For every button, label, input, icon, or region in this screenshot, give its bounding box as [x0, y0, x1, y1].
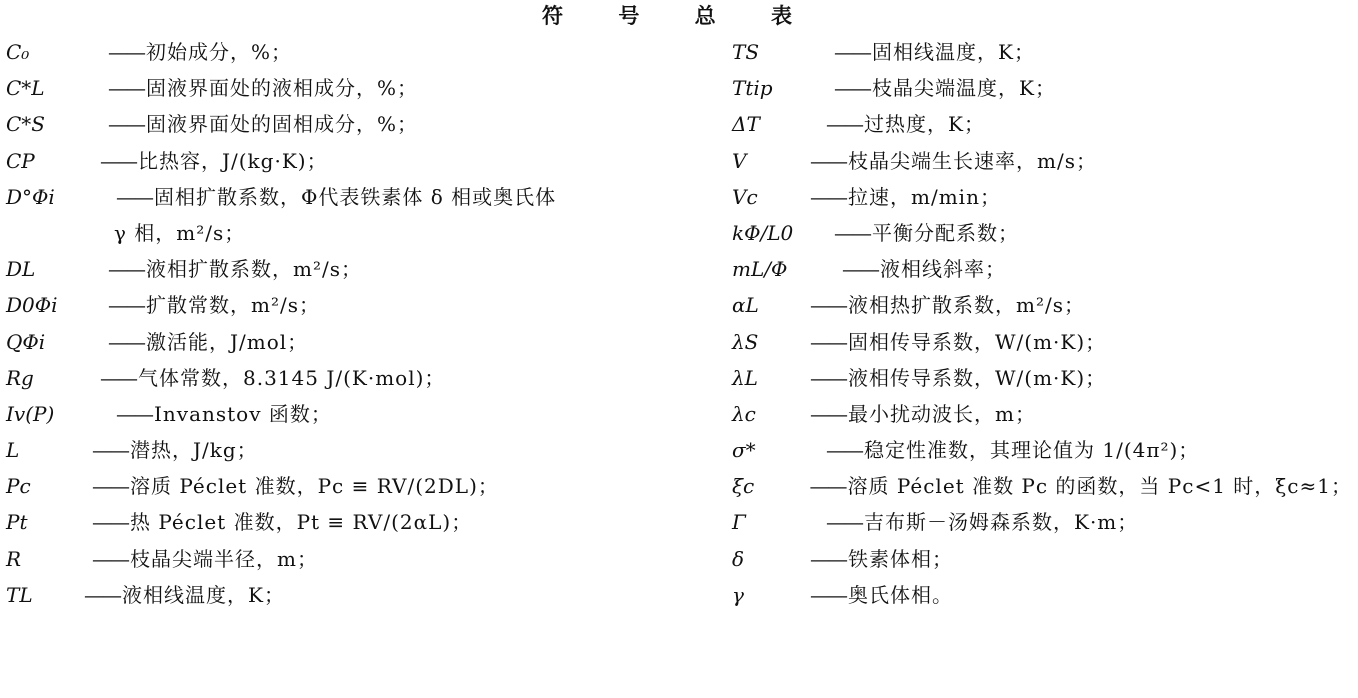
dash-separator: ——: [834, 40, 870, 64]
definition: 稳定性准数，其理论值为 1/(4π²)；: [864, 438, 1200, 463]
symbol: Vc: [732, 184, 758, 209]
symbol: D0Φi: [6, 293, 58, 318]
list-item: [732, 251, 1352, 287]
symbol: Pt: [6, 510, 28, 535]
dash-separator: ——: [116, 401, 152, 426]
dash-separator: ——: [92, 474, 128, 499]
symbol: C₀: [6, 40, 30, 64]
dash-separator: ——: [834, 76, 870, 101]
list-item: [732, 106, 1352, 142]
symbol: λc: [732, 401, 756, 426]
symbol: C*S: [6, 112, 46, 137]
definition: 热 Péclet 准数，Pt ≡ RV/(2αL)；: [130, 510, 473, 535]
dash-separator: ——: [809, 474, 846, 499]
symbol: TL: [6, 582, 33, 607]
list-item: [732, 324, 1352, 360]
dash-separator: ——: [116, 184, 152, 209]
dash-separator: ——: [92, 510, 128, 535]
dash-separator: ——: [108, 112, 144, 137]
list-item: [732, 432, 1352, 468]
list-item: [6, 432, 706, 468]
list-item: [732, 468, 1352, 504]
list-item: [6, 106, 706, 142]
symbol: ξc: [732, 474, 755, 499]
symbol: αL: [732, 293, 759, 318]
list-item: [732, 34, 1352, 70]
symbol: D°Φi: [6, 184, 55, 209]
definition: 固相线温度，K；: [872, 40, 1035, 64]
dash-separator: ——: [810, 365, 846, 390]
list-item: [732, 360, 1352, 396]
definition: 奥氏体相。: [848, 582, 953, 607]
dash-separator: ——: [810, 184, 846, 209]
dash-separator: ——: [108, 76, 144, 101]
dash-separator: ——: [810, 148, 846, 173]
definition: γ 相，m²/s；: [114, 220, 246, 245]
definition: 过热度，K；: [864, 112, 985, 137]
list-item: [6, 324, 706, 360]
symbol: λS: [732, 329, 759, 354]
symbol: V: [732, 148, 747, 173]
symbol: Iv(P): [6, 401, 55, 426]
symbol: QΦi: [6, 329, 46, 354]
definition: 扩散常数，m²/s；: [146, 293, 320, 318]
list-item: [6, 34, 706, 70]
definition: 枝晶尖端生长速率，m/s；: [848, 148, 1097, 173]
list-item: [732, 541, 1352, 577]
symbol: mL/Φ: [732, 257, 788, 282]
symbol: λL: [732, 365, 758, 390]
list-item: [732, 179, 1352, 215]
list-item: [732, 287, 1352, 323]
definition: 液相线温度，K；: [122, 582, 285, 607]
definition: 固相传导系数，W/(m·K)；: [848, 329, 1107, 354]
list-item: [732, 396, 1352, 432]
definition: 固相扩散系数，Φ代表铁素体 δ 相或奥氏体: [154, 184, 557, 209]
dash-separator: ——: [826, 438, 862, 463]
symbol: Ttip: [732, 76, 773, 101]
list-item: [6, 396, 706, 432]
list-item: [6, 577, 706, 613]
definition: 最小扰动波长，m；: [848, 401, 1036, 426]
definition: 液相传导系数，W/(m·K)；: [848, 365, 1107, 390]
symbol: TS: [732, 40, 760, 64]
definition: 液相线斜率；: [880, 257, 1006, 282]
symbol: C*L: [6, 76, 45, 101]
definition: 固液界面处的液相成分，%；: [146, 76, 419, 101]
dash-separator: ——: [108, 257, 144, 282]
dash-separator: ——: [108, 293, 144, 318]
dash-separator: ——: [810, 582, 846, 607]
symbol: δ: [732, 546, 745, 571]
definition: 枝晶尖端温度，K；: [872, 76, 1056, 101]
dash-separator: ——: [842, 257, 878, 282]
symbol: σ*: [732, 438, 756, 463]
list-item: [6, 541, 706, 577]
definition: 固液界面处的固相成分，%；: [146, 112, 419, 137]
definition: 气体常数，8.3145 J/(K·mol)；: [138, 365, 446, 390]
list-item: [6, 504, 706, 540]
dash-separator: ——: [92, 546, 128, 571]
definition: 拉速，m/min；: [848, 184, 1001, 209]
symbol: Γ: [732, 510, 746, 535]
definition: 液相热扩散系数，m²/s；: [848, 293, 1085, 318]
list-item: [732, 504, 1352, 540]
symbol: kΦ/L0: [732, 220, 794, 245]
list-item: [732, 577, 1352, 613]
symbol: Rg: [6, 365, 34, 390]
definition: 初始成分，%；: [146, 40, 293, 64]
symbol-list-right: [732, 34, 1352, 613]
definition: 枝晶尖端半径，m；: [130, 546, 318, 571]
definition: 液相扩散系数，m²/s；: [146, 257, 362, 282]
list-item: [6, 287, 706, 323]
symbol: DL: [6, 257, 36, 282]
dash-separator: ——: [826, 510, 862, 535]
list-item: [6, 143, 706, 179]
dash-separator: ——: [84, 582, 120, 607]
definition: 潜热，J/kg；: [130, 438, 258, 463]
list-item: [732, 143, 1352, 179]
dash-separator: ——: [810, 401, 846, 426]
definition: 溶质 Péclet 准数 Pc 的函数，当 Pc<1 时，ξc≈1；: [847, 474, 1352, 499]
list-item: [6, 70, 706, 106]
symbol: L: [6, 438, 20, 463]
definition: 铁素体相；: [848, 546, 953, 571]
symbol: Pc: [6, 474, 31, 499]
symbol: R: [6, 546, 22, 571]
list-item: [732, 70, 1352, 106]
list-item: [6, 360, 706, 396]
symbol-list-left: [6, 34, 706, 613]
dash-separator: ——: [100, 148, 136, 173]
dash-separator: ——: [810, 293, 846, 318]
dash-separator: ——: [108, 329, 144, 354]
symbol: ΔT: [732, 112, 760, 137]
list-item: [732, 215, 1352, 251]
list-item: [6, 251, 706, 287]
definition: 溶质 Péclet 准数，Pc ≡ RV/(2DL)；: [130, 474, 499, 499]
dash-separator: ——: [826, 112, 862, 137]
definition: 平衡分配系数；: [872, 220, 1019, 245]
definition: Invanstov 函数；: [154, 401, 332, 426]
dash-separator: ——: [108, 40, 144, 64]
definition: 吉布斯－汤姆森系数，K·m；: [864, 510, 1139, 535]
page-title: 符 号 总 表: [542, 4, 816, 28]
dash-separator: ——: [92, 438, 128, 463]
definition: 激活能，J/mol；: [146, 329, 309, 354]
symbol: γ: [732, 582, 744, 607]
list-item: [6, 468, 706, 504]
list-item: [6, 179, 706, 215]
definition: 比热容，J/(kg·K)；: [138, 148, 328, 173]
dash-separator: ——: [100, 365, 136, 390]
dash-separator: ——: [810, 329, 846, 354]
dash-separator: ——: [810, 546, 846, 571]
symbol: CP: [6, 148, 35, 173]
list-item-continuation: [6, 215, 706, 251]
dash-separator: ——: [834, 220, 870, 245]
